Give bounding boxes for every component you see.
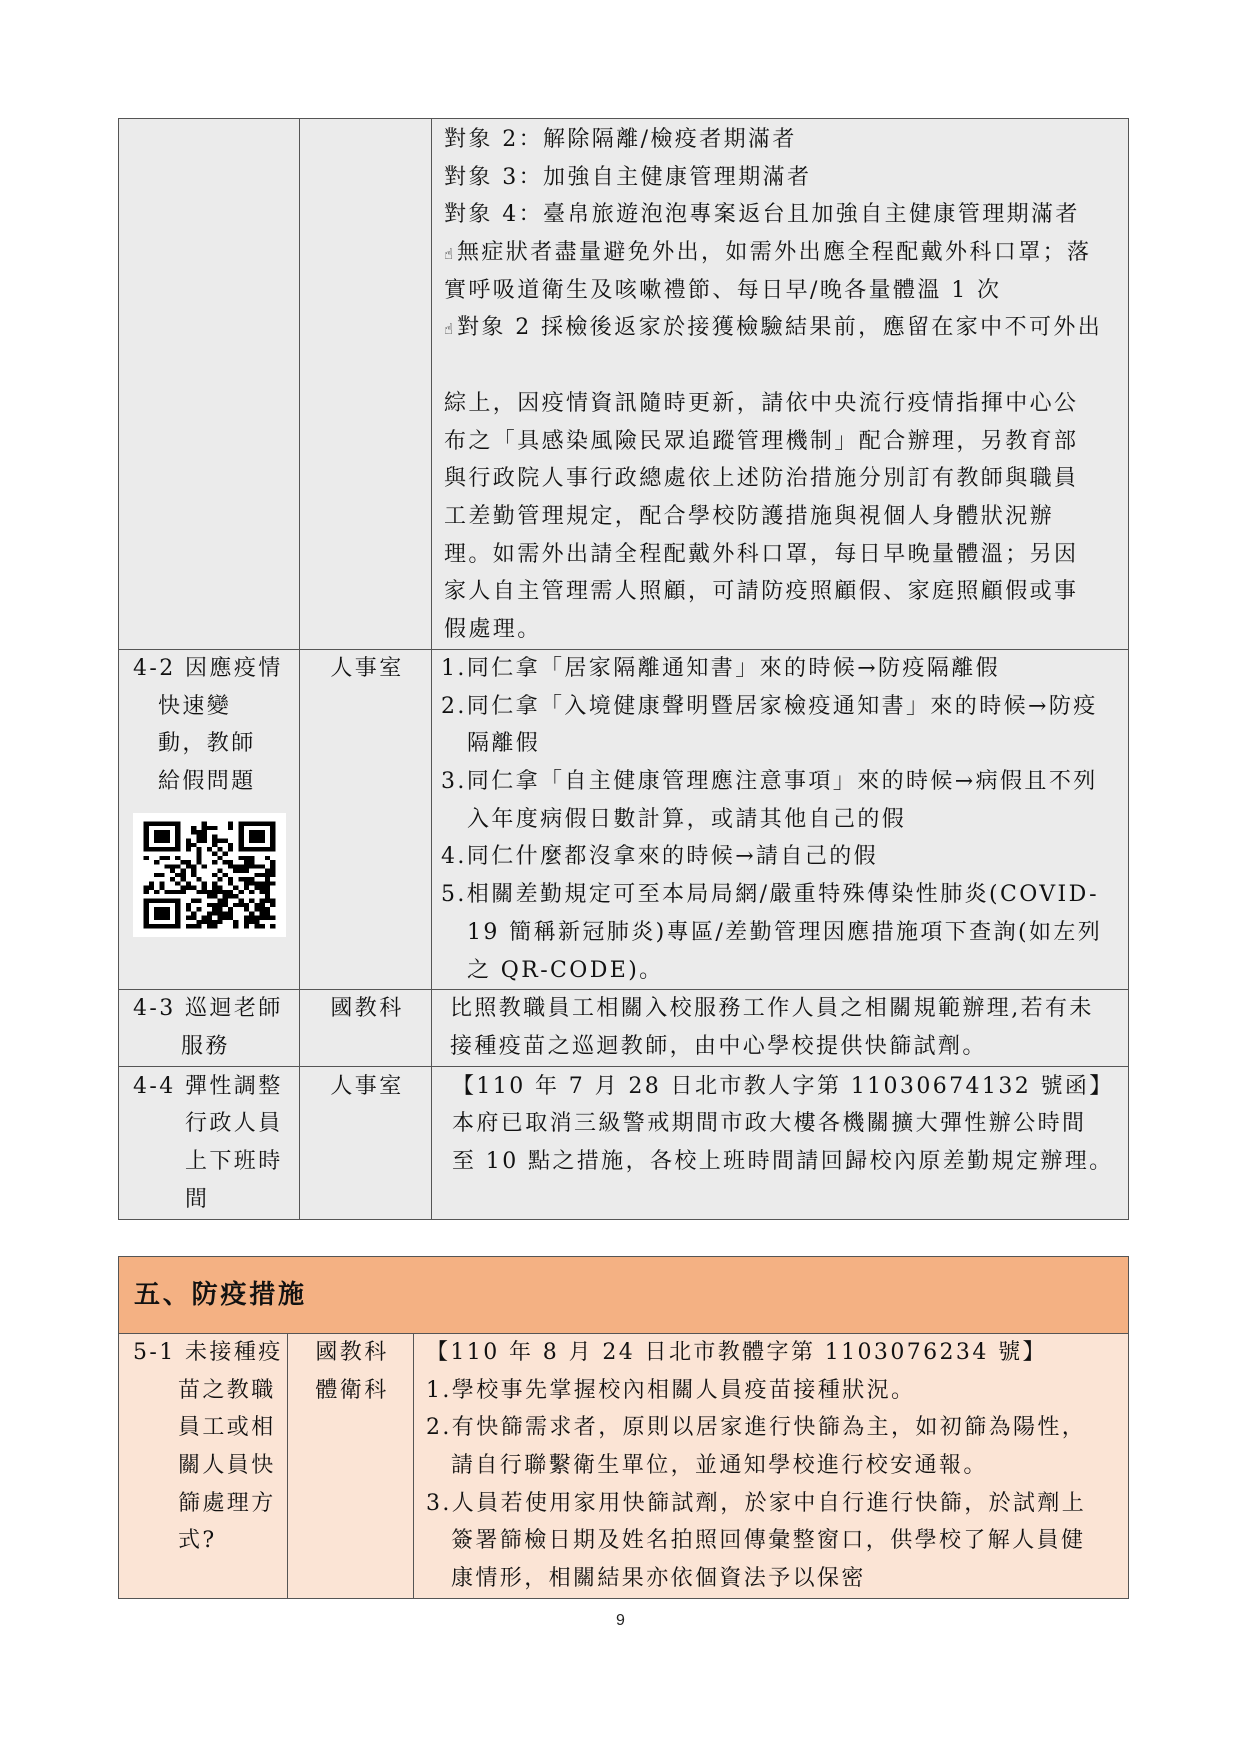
note-line <box>444 234 1128 272</box>
table-row <box>119 1334 1129 1599</box>
note-line: 實呼吸道衛生及咳嗽禮節、每日早/晚各量體溫 1 次 <box>444 277 1002 303</box>
item-cell <box>119 1066 300 1219</box>
list-item-continued: 之 QR-CODE)。 <box>467 957 664 983</box>
reference-line: 【110 年 8 月 24 日北市教體字第 1103076234 號】 <box>426 1340 1047 1365</box>
table-row <box>119 1066 1129 1219</box>
content-cell <box>432 650 1129 990</box>
target-line: 對象 4：臺帛旅遊泡泡專案返台且加強自主健康管理期滿者 <box>444 202 1080 228</box>
item-title-line: 苗之教職 <box>178 1377 276 1403</box>
list-item: 3.人員若使用家用快篩試劑，於家中自行進行快篩，於試劑上 <box>426 1490 1087 1516</box>
summary-line: 假處理。 <box>444 616 542 642</box>
list-item: 1.同仁拿「居家隔離通知書」來的時候→防疫隔離假 <box>441 656 1001 681</box>
content-line: 至 10 點之措施，各校上班時間請回歸校內原差勤規定辦理。 <box>452 1148 1114 1174</box>
list-item: 5.相關差勤規定可至本局局網/嚴重特殊傳染性肺炎(COVID- <box>441 882 1099 908</box>
item-title-line: 上下班時 <box>185 1148 283 1174</box>
item-title-line: 員工或相 <box>178 1415 276 1441</box>
section-header-row <box>119 1257 1129 1334</box>
item-cell <box>119 990 300 1066</box>
content-cell <box>432 990 1129 1066</box>
unit-name: 國教科 <box>315 1340 389 1365</box>
table-row <box>119 990 1129 1066</box>
summary-line: 布之「具感染風險民眾追蹤管理機制」配合辦理，另教育部 <box>444 428 1079 454</box>
note-text: 無症狀者盡量避免外出，如需外出應全程配戴外科口罩；落 <box>457 240 1092 266</box>
qr-code <box>133 813 286 937</box>
content-cell <box>414 1334 1129 1599</box>
summary-line: 綜上，因疫情資訊隨時更新，請依中央流行疫情指揮中心公 <box>444 390 1079 416</box>
item-cell <box>119 650 300 990</box>
unit-name: 體衛科 <box>315 1377 389 1403</box>
content-line: 接種疫苗之巡迴教師，由中心學校提供快篩試劑。 <box>450 1033 987 1059</box>
unit-cell <box>300 650 432 990</box>
item-cell <box>119 1334 288 1599</box>
item-title-line: 快速變 <box>158 693 232 719</box>
item-title-line: 行政人員 <box>185 1111 283 1137</box>
list-item-continued: 隔離假 <box>467 731 541 757</box>
content-line: 本府已取消三級警戒期間市政大樓各機關擴大彈性辦公時間 <box>452 1111 1087 1137</box>
target-line: 對象 3：加強自主健康管理期滿者 <box>444 164 812 190</box>
item-title-line: 給假問題 <box>158 769 256 795</box>
item-title-line: 5-1 未接種疫 <box>133 1340 283 1365</box>
page-number: 9 <box>616 1612 625 1629</box>
section-title: 五、防疫措施 <box>119 1257 1129 1334</box>
unit-cell <box>300 119 432 650</box>
list-item: 4.同仁什麼都沒拿來的時候→請自己的假 <box>441 844 879 870</box>
item-title-line: 篩處理方 <box>178 1490 276 1516</box>
unit-cell <box>300 990 432 1066</box>
unit-name: 國教科 <box>330 996 404 1022</box>
pointing-hand-icon <box>444 309 457 349</box>
item-title-line: 動，教師 <box>158 731 256 757</box>
content-line: 比照教職員工相關入校服務工作人員之相關規範辦理,若有未 <box>450 996 1094 1022</box>
unit-name: 人事室 <box>330 656 404 681</box>
item-title-line: 服務 <box>181 1033 230 1059</box>
summary-line: 與行政院人事行政總處依上述防治措施分別訂有教師與職員 <box>444 466 1079 492</box>
blank-line <box>444 347 1128 385</box>
unit-name: 人事室 <box>330 1073 404 1099</box>
item-title-line: 4-3 巡迴老師 <box>133 996 283 1022</box>
item-title-line: 4-2 因應疫情 <box>133 656 283 681</box>
summary-line: 家人自主管理需人照顧，可請防疫照顧假、家庭照顧假或事 <box>444 579 1079 605</box>
note-text: 對象 2 採檢後返家於接獲檢驗結果前，應留在家中不可外出 <box>457 315 1103 341</box>
summary-line: 理。如需外出請全程配戴外科口罩，每日早晚量體溫；另因 <box>444 541 1079 567</box>
target-line: 對象 2：解除隔離/檢疫者期滿者 <box>444 127 797 152</box>
list-item-continued: 19 簡稱新冠肺炎)專區/差勤管理因應措施項下查詢(如左列 <box>467 919 1103 945</box>
item-title-line: 4-4 彈性調整 <box>133 1073 283 1099</box>
content-cell <box>432 1066 1129 1219</box>
list-item-continued: 康情形，相關結果亦依個資法予以保密 <box>451 1566 866 1592</box>
list-item: 3.同仁拿「自主健康管理應注意事項」來的時候→病假且不列 <box>441 769 1098 795</box>
list-item-continued: 請自行聯繫衛生單位，並通知學校進行校安通報。 <box>451 1453 988 1479</box>
table-row <box>119 119 1129 650</box>
content-cell <box>432 119 1129 650</box>
item-title-line: 式? <box>178 1528 217 1554</box>
section-5-table <box>118 1256 1129 1599</box>
list-item: 1.學校事先掌握校內相關人員疫苗接種狀況。 <box>426 1377 916 1403</box>
summary-line: 工差勤管理規定，配合學校防護措施與視個人身體狀況辦 <box>444 503 1055 529</box>
item-cell <box>119 119 300 650</box>
reference-line: 【110 年 7 月 28 日北市教人字第 11030674132 號函】 <box>452 1073 1114 1099</box>
unit-cell <box>288 1334 414 1599</box>
list-item: 2.有快篩需求者，原則以居家進行快篩為主，如初篩為陽性， <box>426 1415 1087 1441</box>
list-item: 2.同仁拿「入境健康聲明暨居家檢疫通知書」來的時候→防疫 <box>441 693 1098 719</box>
item-title-line: 關人員快 <box>178 1453 276 1479</box>
pointing-hand-icon <box>444 234 457 274</box>
unit-cell <box>300 1066 432 1219</box>
list-item-continued: 簽署篩檢日期及姓名拍照回傳彙整窗口，供學校了解人員健 <box>451 1528 1086 1554</box>
list-item-continued: 入年度病假日數計算，或請其他自己的假 <box>467 806 907 832</box>
note-line <box>444 309 1128 347</box>
item-title-line: 間 <box>185 1186 210 1212</box>
section-4-table <box>118 118 1129 1220</box>
table-row <box>119 650 1129 990</box>
